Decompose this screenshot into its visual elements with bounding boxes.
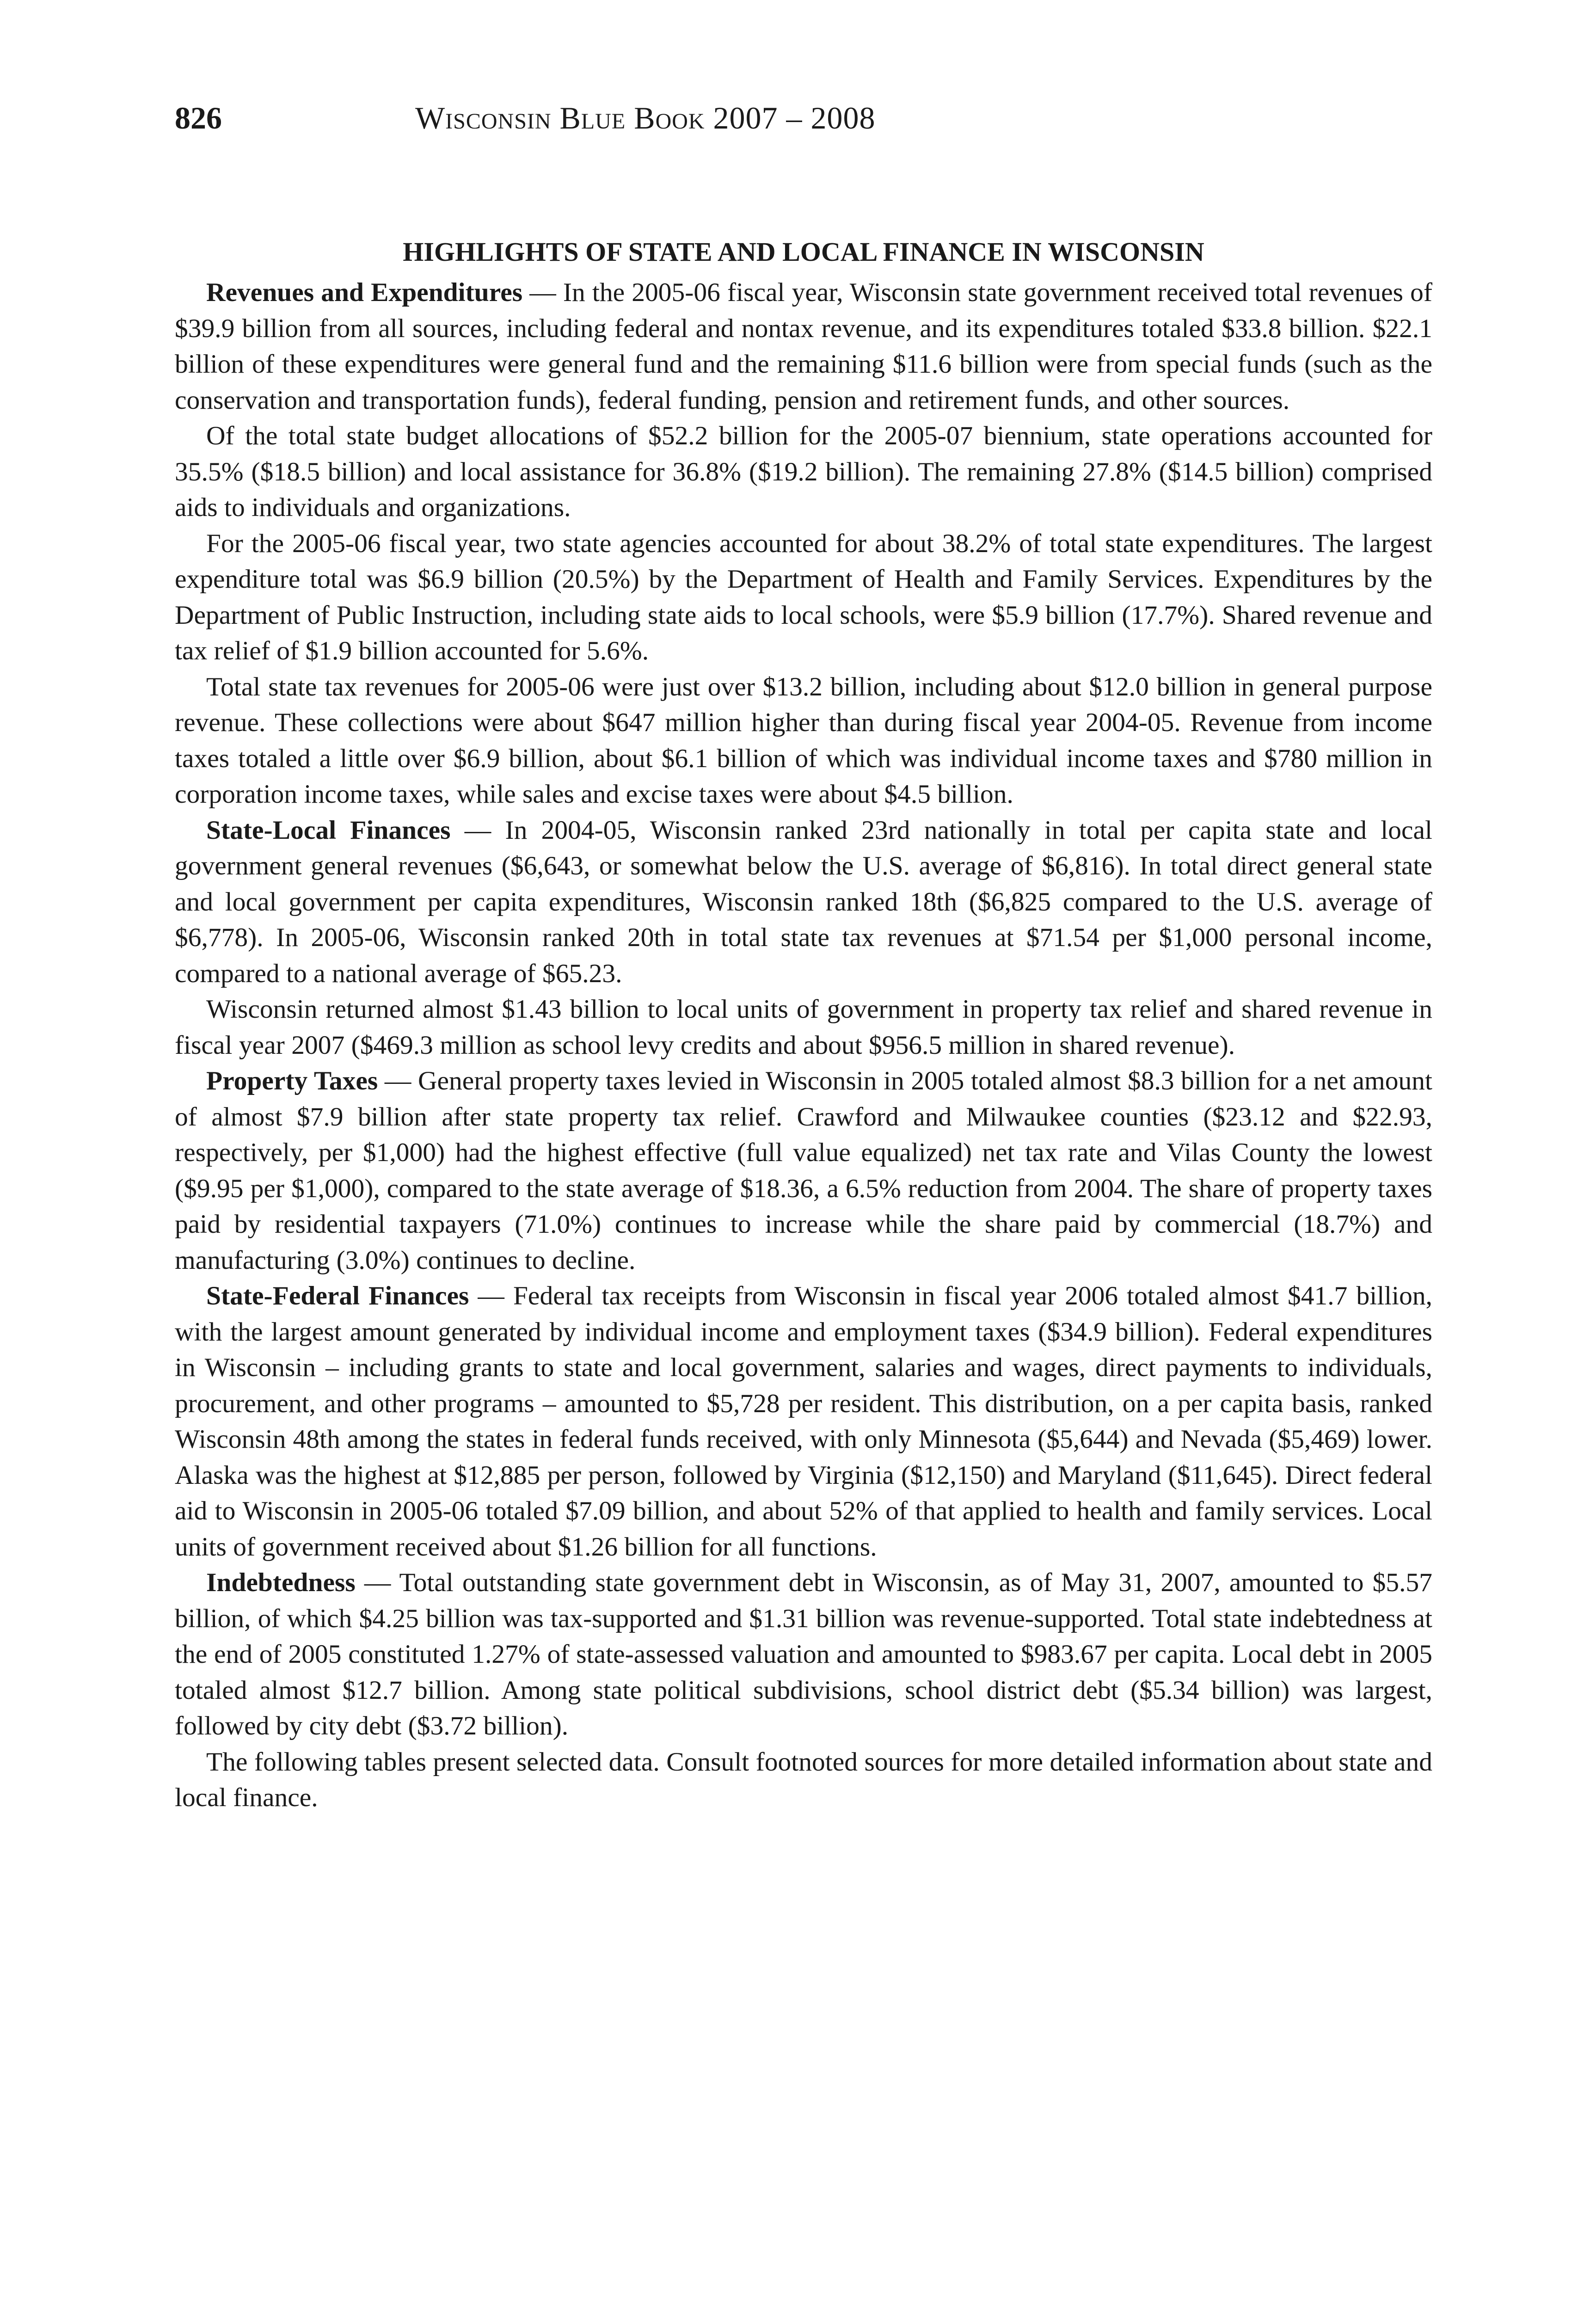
paragraph-indebtedness [175,1565,1432,1744]
paragraph-text: Wisconsin returned almost $1.43 billion to local units of government in property tax relief and shared revenue in fiscal year 2007 ($469.3 million as school levy credits and about $956.5 million in shared revenue). [175,995,1432,1060]
book-title: Wisconsin Blue Book 2007 – 2008 [415,100,876,135]
paragraph-heading: Indebtedness [206,1568,356,1597]
paragraph-text: — Total outstanding state government debt in Wisconsin, as of May 31, 2007, amounted to $5.57 billion, of which $4.25 billion was tax-supported and $1.31 billion was revenue-supported. Total state indebtedness at the end of 2005 constituted 1.27% of state-assessed valuation and amounted to $983.67 per capita. Local debt in 2005 totaled almost $12.7 billion. Among state political subdivisions, school district debt ($5.34 billion) was largest, followed by city debt ($3.72 billion). [175,1568,1432,1740]
running-header [175,92,1432,143]
paragraph-heading: State-Local Finances [206,815,451,845]
paragraph-state-agencies [175,526,1432,669]
paragraph-text: — In the 2005-06 fiscal year, Wisconsin state government received total revenues of $39.9 billion from all sources, including federal and nontax revenue, and its expenditures totaled $33.8 billion. $22.1 billion of these expenditures were general fund and the remaining $11.6 billion were from special funds (such as the conservation and transportation funds), federal funding, pension and retirement funds, and other sources. [175,278,1432,415]
page-number: 826 [175,100,222,135]
paragraph-tax-revenues [175,669,1432,812]
paragraph-budget-allocations [175,418,1432,526]
paragraph-heading: Revenues and Expenditures [206,278,523,307]
paragraph-text: — In 2004-05, Wisconsin ranked 23rd nationally in total per capita state and local government general revenues ($6,643, or somewhat below the U.S. average of $6,816). In total direct general state and local government per capita expenditures, Wisconsin ranked 18th ($6,825 compared to the U.S. average of $6,778). In 2005-06, Wisconsin ranked 20th in total state tax revenues at $71.54 per $1,000 personal income, compared to a national average of $65.23. [175,815,1432,988]
section-title: HIGHLIGHTS OF STATE AND LOCAL FINANCE IN WISCONSIN [403,237,1204,267]
paragraph-text: Total state tax revenues for 2005-06 were just over $13.2 billion, including about $12.0 billion in general purpose revenue. These collections were about $647 million higher than during fiscal year 2004-05. Revenue from income taxes totaled a little over $6.9 billion, about $6.1 billion of which was individual income taxes and $780 million in corporation income taxes, while sales and excise taxes were about $4.5 billion. [175,672,1432,809]
article-body [175,231,1432,1816]
paragraph-text: Of the total state budget allocations of $52.2 billion for the 2005-07 biennium, state operations accounted for 35.5% ($18.5 billion) and local assistance for 36.8% ($19.2 billion). The remaining 27.8% ($14.5 billion) comprised aids to individuals and organizations. [175,421,1432,522]
paragraph-state-federal-finances [175,1278,1432,1565]
paragraph-text: — General property taxes levied in Wisconsin in 2005 totaled almost $8.3 billion for a net amount of almost $7.9 billion after state property tax relief. Crawford and Milwaukee counties ($23.12 and $22.93, respectively, per $1,000) had the highest effective (full value equalized) net tax rate and Vilas County the lowest ($9.95 per $1,000), compared to the state average of $18.36, a 6.5% reduction from 2004. The share of property taxes paid by residential taxpayers (71.0%) continues to increase while the share paid by commercial (18.7%) and manufacturing (3.0%) continues to decline. [175,1066,1432,1275]
paragraph-closing-note [175,1744,1432,1816]
paragraph-property-taxes [175,1063,1432,1278]
paragraph-revenues-expenditures [175,275,1432,418]
paragraph-text: — Federal tax receipts from Wisconsin in fiscal year 2006 totaled almost $41.7 billion, with the largest amount generated by individual income and employment taxes ($34.9 billion). Federal expenditures in Wisconsin – including grants to state and local government, salaries and wages, direct payments to individuals, procurement, and other programs – amounted to $5,728 per resident. This distribution, on a per capita basis, ranked Wisconsin 48th among the states in federal funds received, with only Minnesota ($5,644) and Nevada ($5,469) lower. Alaska was the highest at $12,885 per person, followed by Virginia ($12,150) and Maryland ($11,645). Direct federal aid to Wisconsin in 2005-06 totaled $7.09 billion, and about 52% of that applied to health and family services. Local units of government received about $1.26 billion for all functions. [175,1281,1432,1562]
paragraph-state-local-finances [175,812,1432,992]
paragraph-text: For the 2005-06 fiscal year, two state agencies accounted for about 38.2% of total state expenditures. The largest expenditure total was $6.9 billion (20.5%) by the Department of Health and Family Services. Expenditures by the Department of Public Instruction, including state aids to local schools, were $5.9 billion (17.7%). Shared revenue and tax relief of $1.9 billion accounted for 5.6%. [175,529,1432,665]
paragraph-heading: Property Taxes [206,1066,378,1095]
paragraph-shared-revenue [175,991,1432,1063]
paragraph-text: The following tables present selected data. Consult footnoted sources for more detailed information about state and local finance. [175,1747,1432,1812]
paragraph-heading: State-Federal Finances [206,1281,469,1310]
